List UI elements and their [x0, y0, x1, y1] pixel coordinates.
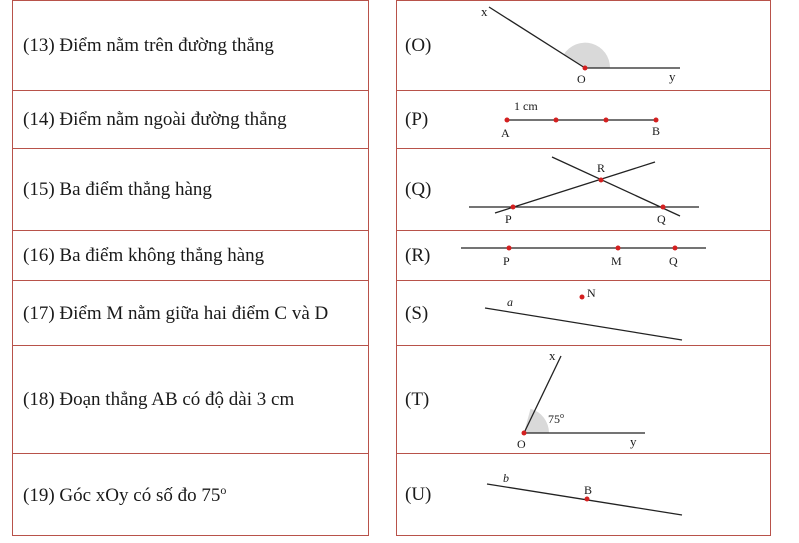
- point-p: [507, 246, 512, 251]
- point-q: [661, 205, 666, 210]
- right-cell-t: [396, 345, 771, 455]
- right-cell-r: [396, 230, 771, 282]
- angle-shade: [564, 43, 610, 68]
- line-a: [485, 308, 682, 340]
- point-tick-1: [554, 118, 559, 123]
- right-cell-label: (T): [405, 389, 430, 410]
- figure-u: [397, 454, 772, 537]
- degree-sup: o: [220, 482, 227, 497]
- right-cell-p: [396, 90, 771, 150]
- point-o: [583, 66, 588, 71]
- point-p: [511, 205, 516, 210]
- label-r: R: [597, 161, 606, 175]
- label-q: Q: [657, 212, 666, 226]
- right-cell-q: [396, 148, 771, 232]
- left-cell-text: (13) Điểm nằm trên đường thẳng: [23, 35, 274, 56]
- label-a: A: [501, 126, 510, 140]
- label-p: P: [503, 254, 510, 268]
- left-cell-16: [12, 230, 369, 282]
- left-cell-text: (18) Đoạn thẳng AB có độ dài 3 cm: [23, 389, 295, 410]
- right-cell-label: (P): [405, 109, 429, 130]
- point-o: [522, 431, 527, 436]
- figure-s: [397, 281, 772, 348]
- label-o: O: [577, 72, 586, 86]
- point-b: [585, 497, 590, 502]
- label-q: Q: [669, 254, 678, 268]
- label-b: B: [652, 124, 661, 138]
- ray-ox: [489, 7, 585, 68]
- right-cell-label: (U): [405, 483, 432, 505]
- point-a: [505, 118, 510, 123]
- figure-p: [397, 91, 772, 151]
- left-cell-19: [12, 453, 369, 536]
- angle-value: 75: [548, 412, 560, 426]
- right-cell-label: (Q): [405, 179, 432, 200]
- angle-unit: o: [560, 411, 564, 420]
- left-cell-18: [12, 345, 369, 455]
- line-pr: [495, 162, 655, 213]
- label-p: P: [505, 212, 512, 226]
- label-length: 1 cm: [514, 99, 538, 113]
- label-line-b: b: [503, 471, 509, 485]
- figure-q: [397, 149, 772, 233]
- angle-text: (19) Góc xOy có số đo 75: [23, 484, 221, 506]
- left-cell-text: (16) Ba điểm không thẳng hàng: [23, 245, 265, 266]
- label-n: N: [587, 286, 596, 300]
- point-r: [599, 178, 604, 183]
- left-cell-17: [12, 280, 369, 347]
- label-y: y: [630, 434, 637, 449]
- right-cell-label: (R): [405, 245, 431, 266]
- left-cell-text: (17) Điểm M nằm giữa hai điểm C và D: [23, 302, 329, 324]
- point-n: [580, 295, 585, 300]
- point-q: [673, 246, 678, 251]
- right-cell-label: (S): [405, 302, 429, 324]
- figure-o: [397, 1, 772, 93]
- left-cell-text: (15) Ba điểm thẳng hàng: [23, 179, 212, 200]
- right-cell-s: [396, 280, 771, 347]
- point-m: [616, 246, 621, 251]
- label-angle: [548, 411, 564, 426]
- label-x: x: [481, 4, 488, 19]
- point-tick-2: [604, 118, 609, 123]
- right-cell-o: [396, 0, 771, 92]
- figure-t: [397, 346, 772, 456]
- left-cell-15: [12, 148, 369, 232]
- point-b: [654, 118, 659, 123]
- left-cell-text: [23, 482, 364, 506]
- left-cell-text: (14) Điểm nằm ngoài đường thẳng: [23, 109, 287, 130]
- label-x: x: [549, 348, 556, 363]
- angle-shade: [524, 409, 549, 433]
- right-cell-label: (O): [405, 35, 432, 56]
- label-m: M: [611, 254, 622, 268]
- right-cell-u: [396, 453, 771, 536]
- figure-r: [397, 231, 772, 283]
- label-b: B: [584, 483, 593, 497]
- label-line-a: a: [507, 295, 513, 309]
- label-y: y: [669, 69, 676, 84]
- left-cell-14: [12, 90, 369, 150]
- label-o: O: [517, 437, 526, 451]
- left-cell-13: [12, 0, 369, 92]
